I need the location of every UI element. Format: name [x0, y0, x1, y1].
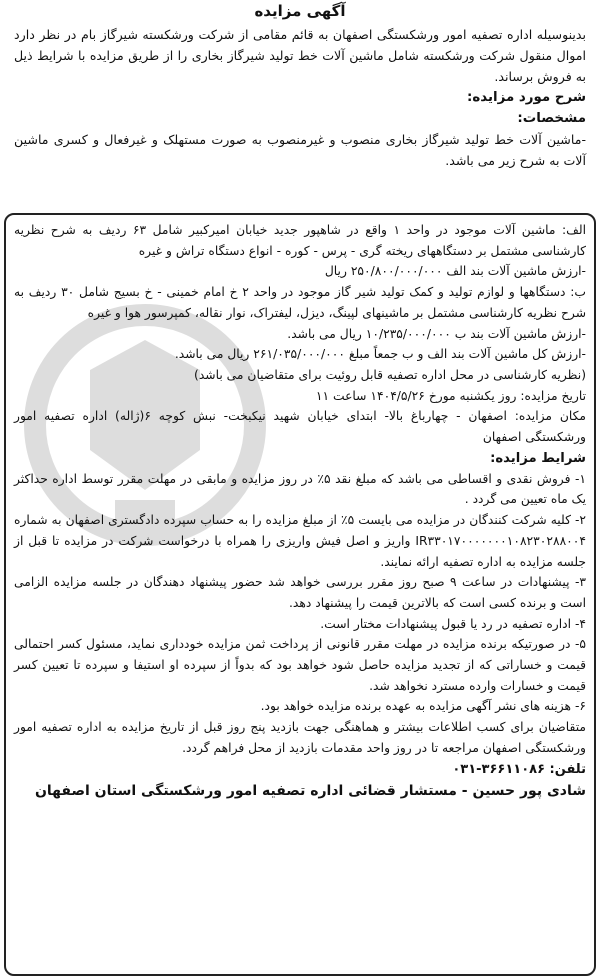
phone-line	[14, 759, 586, 780]
total-value: -ارزش کل ماشین آلات بند الف و ب جمعاً مبلغ ۲۶۱/۰۳۵/۰۰۰/۰۰۰ ریال می باشد.	[174, 347, 586, 362]
condition-3: ۳- پیشنهادات در ساعت ۹ صبح روز مقرر بررسی خواهد شد حضور پیشنهاد دهندگان در جلسه مزایده الزامی است و برنده کسی است که بالاترین قیمت را پیشنهاد دهد.	[14, 575, 586, 610]
ad-title: آگهی مزایده	[254, 2, 346, 20]
ad-header-section	[0, 0, 600, 171]
subject-heading: شرح مورد مزایده:	[467, 90, 586, 105]
condition-2-before: ۲- کلیه شرکت کنندگان در مزایده می بایست ۵٪ از مبلغ مزایده را به حساب سپرده دادگستری اصفهان به شماره	[14, 513, 586, 528]
condition-1: ۱- فروش نقدی و اقساطی می باشد که مبلغ نقد ۵٪ در روز مزایده و مابقی در مهلت مقرر توسط اداره حداکثر یک ماه تعیین می گردد .	[14, 471, 586, 507]
conditions-heading: شرایط مزایده:	[490, 450, 586, 466]
details-box	[4, 213, 596, 976]
item-b-value: -ارزش ماشین آلات بند ب ۱۰/۲۳۵/۰۰۰/۰۰۰ ریال می باشد.	[287, 326, 586, 341]
condition-5: ۵- در صورتیکه برنده مزایده در مهلت مقرر قانونی از پرداخت ثمن مزایده خودداری نماید، مسئول کسر احتمالی قیمت و خساراتی که از تجدید مزایده حاصل شود خواهد بود که بدواً از سپرده او استیفا و سپرده تا تعیین کسر قیمت و خسارات وارده مسترد نخواهد شد.	[14, 637, 586, 693]
specs-heading: مشخصات:	[517, 111, 586, 126]
account-iban: IR۳۳۰۱۷۰۰۰۰۰۰۰۱۰۸۲۳۰۲۸۸۰۰۴	[415, 533, 586, 548]
item-a: الف: ماشین آلات موجود در واحد ۱ واقع در شاهپور جدید خیابان امیرکبیر شامل ۶۳ ردیف به شرح نظریه کارشناسی مشتمل بر دستگاههای ریخته گری - پرس - کوره - انواع دستگاه تراش و غیره	[14, 223, 586, 258]
phone-label: تلفن:	[545, 761, 586, 777]
phone-number: ۰۳۱-۳۶۶۱۱۰۸۶	[452, 761, 546, 777]
report-note: (نظریه کارشناسی در محل اداره تصفیه قابل روئیت برای متقاضیان می باشد)	[194, 367, 586, 382]
condition-2-after: واریز و اصل فیش واریزی را همراه با درخواست شرکت در مزایده تا قبل از جلسه مزایده به اداره تصفیه ارائه نمایند.	[14, 533, 586, 569]
condition-6: ۶- هزینه های نشر آگهی مزایده به عهده برنده مزایده خواهد بود.	[260, 699, 586, 714]
auction-date: تاریخ مزایده: روز یکشنبه مورخ ۱۴۰۴/۵/۲۶ ساعت ۱۱	[315, 388, 586, 403]
auction-place: مکان مزایده: اصفهان - چهارباغ بالا- ابتدای خیابان شهید نیکبخت- نبش کوچه ۶(ژاله) اداره تصفیه امور ورشکستگی اصفهان	[14, 409, 586, 445]
item-a-value: -ارزش ماشین آلات بند الف ۲۵۰/۸۰۰/۰۰۰/۰۰۰ ریال	[324, 264, 586, 279]
condition-2	[14, 510, 586, 572]
intro-paragraph: بدینوسیله اداره تصفیه امور ورشکستگی اصفهان به قائم مقامی از شرکت ورشکسته شیرگاز بام در نظر دارد اموال منقول شرکت ورشکسته شامل ماشین آلات خط تولید شیرگاز بخاری را از طریق مزایده با شرایط ذیل به فروش برساند.	[14, 27, 586, 84]
signature: شادی پور حسین - مستشار قضائی اداره تصفیه امور ورشکستگی استان اصفهان	[34, 782, 586, 799]
condition-4: ۴- اداره تصفیه در رد یا قبول پیشنهادات مختار است.	[320, 616, 586, 631]
specs-paragraph: -ماشین آلات خط تولید شیرگاز بخاری منصوب و غیرمنصوب به صورت مستهلک و غیرفعال و کسری ماشین آلات به شرح زیر می باشد.	[14, 132, 586, 168]
item-b: ب: دستگاهها و لوازم تولید و کمک تولید شیر گاز موجود در واحد ۲ خ امام خمینی - خ بسیج شامل ۳۰ ردیف به شرح نظریه کارشناسی مشتمل بر ماشینهای لپینگ، دیزل، لیفتراک، نوار نقاله، کمپرسور هوا و غیره	[14, 285, 586, 320]
visit-note: متقاضیان برای کسب اطلاعات بیشتر و هماهنگی جهت بازدید پنج روز قبل از تاریخ مزایده به اداره تصفیه امور ورشکستگی اصفهان مراجعه تا در روز واحد مقدمات بازدید از محل فراهم گردد.	[14, 720, 586, 755]
